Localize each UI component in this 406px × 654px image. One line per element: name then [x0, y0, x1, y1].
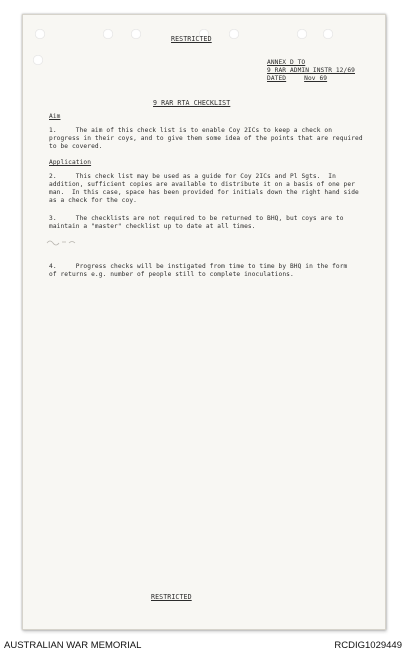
- para-1-line-2: progress in their coys, and to give them some idea of the points that are required: [49, 135, 363, 142]
- para-2-line-4: as a check for the coy.: [49, 197, 137, 204]
- punch-hole: [103, 29, 113, 39]
- aim-heading: Aim: [49, 113, 61, 120]
- record-id: RCDIG1029449: [334, 640, 402, 651]
- application-heading: Application: [49, 159, 92, 166]
- annex-line-3: [267, 75, 327, 83]
- punch-hole: [323, 29, 333, 39]
- para-4-line-2: of returns e.g. number of people still to complete inoculations.: [49, 271, 294, 278]
- para-3-line-1: 3. The checklists are not required to be returned to BHQ, but coys are to: [49, 215, 344, 222]
- pencil-mark: [46, 238, 80, 246]
- punch-hole: [33, 55, 43, 65]
- annex-dated-label: DATED: [267, 75, 287, 82]
- para-4-line-1: 4. Progress checks will be instigated from time to time by BHQ in the form: [49, 263, 348, 270]
- annex-line-1: ANNEX D TO: [267, 59, 306, 66]
- annex-line-2: 9 RAR ADMIN INSTR 12/69: [267, 67, 355, 74]
- para-2-line-1: 2. This check list may be used as a guide for Coy 2ICs and Pl Sgts. In: [49, 173, 336, 180]
- punch-hole: [229, 29, 239, 39]
- document-page: [22, 14, 386, 630]
- para-1-line-1: 1. The aim of this check list is to enable Coy 2ICs to keep a check on: [49, 127, 333, 134]
- institution-name: AUSTRALIAN WAR MEMORIAL: [4, 640, 142, 651]
- punch-hole: [35, 29, 45, 39]
- document-title: 9 RAR RTA CHECKLIST: [153, 99, 231, 107]
- archive-footer: [0, 630, 406, 654]
- punch-hole: [297, 29, 307, 39]
- para-2-line-2: addition, sufficient copies are available to distribute it on a basis of one per: [49, 181, 356, 188]
- para-2-line-3: man. In this case, space has been provided for initials down the right hand side: [49, 189, 359, 196]
- punch-hole: [131, 29, 141, 39]
- footer-classification: RESTRICTED: [151, 593, 192, 601]
- para-3-line-2: maintain a "master" checklist up to date at all times.: [49, 223, 256, 230]
- annex-dated-value: Nov 69: [304, 75, 328, 82]
- header-classification: RESTRICTED: [171, 35, 212, 43]
- para-1-line-3: to be covered.: [49, 143, 103, 150]
